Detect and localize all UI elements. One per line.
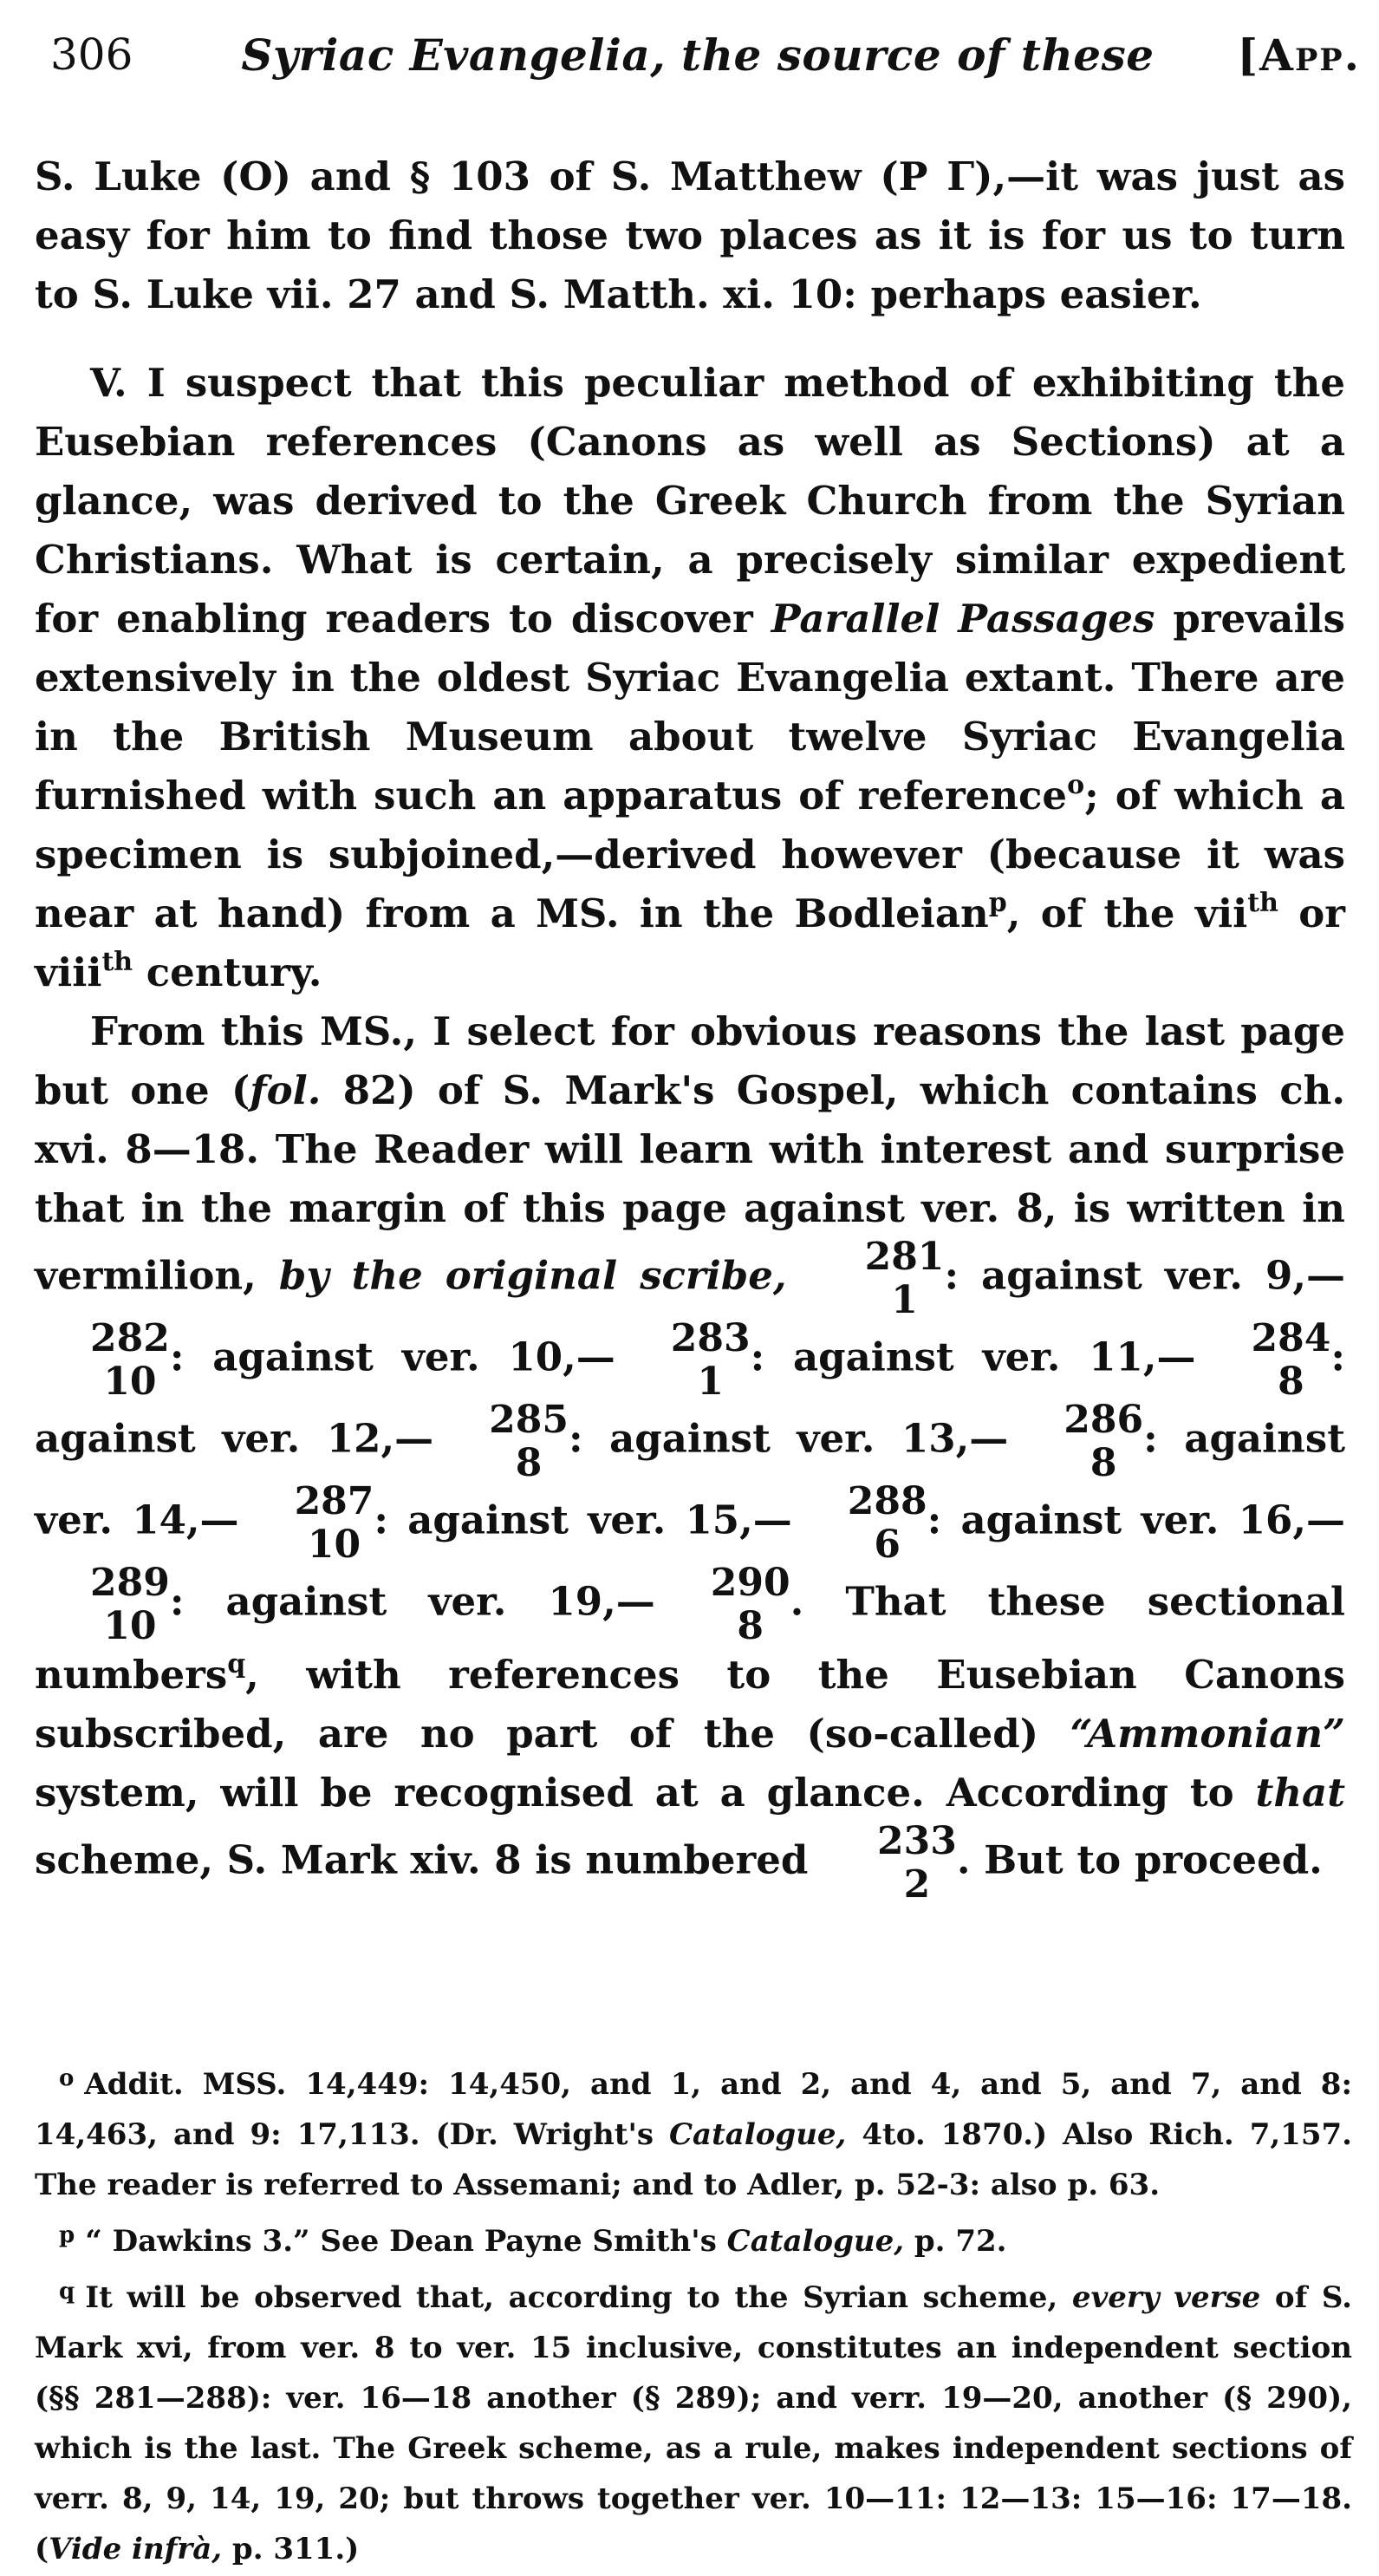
numerator: 290 (710, 1561, 790, 1605)
numerator: 233 (876, 1819, 957, 1863)
text: or viii (35, 890, 1346, 995)
denominator: 8 (1090, 1441, 1117, 1485)
denominator: 8 (515, 1441, 543, 1485)
text: ; of which a specimen is subjoined,—derived however (because it was near at hand) from a MS. in the Bodleian (35, 773, 1346, 936)
text: . That these sectional numbers (35, 1578, 1345, 1698)
text: S. Luke (O) and § 103 of S. Matthew ( (35, 153, 899, 199)
numerator: 286 (1064, 1398, 1144, 1442)
italic-text: Vide infrà, (49, 2532, 223, 2566)
text: : against ver. 11,— (750, 1334, 1196, 1380)
numerator: 285 (489, 1398, 569, 1442)
italic-text: “Ammonian” (1070, 1711, 1345, 1757)
italic-text: Catalogue, (669, 2117, 847, 2152)
numerator: 289 (90, 1561, 170, 1605)
superscript: th (101, 947, 133, 977)
denominator: 8 (1278, 1360, 1304, 1404)
footnote-mark: o (59, 2065, 75, 2091)
fraction (1008, 1398, 1144, 1485)
text: It will be observed that, according to the Syrian scheme, (85, 2280, 1072, 2315)
numerator: 282 (90, 1316, 170, 1360)
page-number: 306 (50, 29, 133, 80)
text: scheme, S. Mark xiv. 8 is numbered (35, 1836, 822, 1883)
numerator: 288 (847, 1479, 927, 1523)
italic-text: Parallel Passages (771, 596, 1155, 642)
footnote-ref-o: o (1067, 770, 1085, 800)
text: : against ver. 16,— (927, 1497, 1345, 1543)
numerator: 283 (670, 1316, 751, 1360)
text: century. (133, 949, 322, 995)
denominator: 10 (103, 1604, 157, 1648)
text: p. 311.) (222, 2532, 360, 2566)
fraction (433, 1398, 569, 1485)
denominator: 2 (903, 1862, 931, 1907)
body-text-2 (35, 354, 1346, 1907)
fraction (810, 1235, 945, 1322)
fraction (35, 1316, 170, 1404)
text: 4to. 1870.) Also Rich. 7,157. The reader is referred to Assemani; and to Adler, p. 52-3: also p. 63. (35, 2117, 1352, 2202)
superscript: th (1247, 888, 1278, 918)
fraction (239, 1479, 374, 1567)
fraction (792, 1479, 927, 1567)
numerator: 287 (294, 1479, 374, 1523)
fraction (655, 1561, 790, 1648)
text: ),—it was just as easy for him to find those two places as it is for us to turn to S. Luke vii. 27 and S. Matth. xi. 10: perhaps easier. (35, 153, 1346, 317)
text: : against ver. 19,— (169, 1578, 655, 1625)
footnote-q (35, 2266, 1352, 2574)
numerator: 281 (864, 1235, 945, 1279)
text: prevails extensively in the oldest Syriac Evangelia extant. There are in the British Museum about twelve Syriac Evangelia furnished with such an apparatus of reference (35, 596, 1345, 818)
text: , of the vii (1006, 890, 1248, 936)
text: 82) of S. Mark's Gospel, which contains ch. xvi. 8—18. The Reader will learn with interest and surprise that in the margin of this page against ver. 8, is written in vermilion, (35, 1067, 1345, 1299)
fraction (822, 1819, 957, 1907)
text: system, will be recognised at a glance. According to (35, 1770, 1256, 1816)
italic-text: Catalogue, (726, 2224, 905, 2259)
paragraph-2 (35, 354, 1345, 1002)
section-label: [App. (1237, 29, 1361, 81)
denominator: 10 (103, 1360, 157, 1404)
footnotes (35, 2053, 1352, 2574)
denominator: 8 (737, 1604, 764, 1648)
text: : against ver. 14,— (35, 1415, 1345, 1543)
running-title: Syriac Evangelia, the source of these (241, 29, 1155, 81)
text: : against ver. 15,— (374, 1497, 792, 1543)
text: , with references to the Eusebian Canons subscribed, are no part of the (so-called) (35, 1652, 1345, 1757)
fraction (615, 1316, 751, 1404)
italic-text: by the original scribe, (278, 1252, 787, 1299)
footnote-o (35, 2053, 1352, 2210)
text: : against ver. 12,— (35, 1334, 1346, 1462)
denominator: 1 (697, 1360, 724, 1404)
fraction (35, 1561, 170, 1648)
italic-text: fol. (250, 1067, 322, 1113)
text: : against ver. 9,— (944, 1252, 1345, 1299)
paragraph-1 (35, 147, 1345, 324)
italic-text: every verse (1071, 2280, 1261, 2315)
footnote-ref-q: q (227, 1649, 246, 1679)
denominator: 10 (307, 1523, 361, 1567)
paragraph-3 (35, 1002, 1346, 1907)
footnote-ref-p: p (988, 888, 1007, 918)
running-header (35, 29, 1361, 99)
text: : against ver. 13,— (568, 1415, 1009, 1462)
text: Addit. MSS. 14,449: 14,450, and 1, and 2, and 4, and 5, and 7, and 8: 14,463, and 9: 17,113. (Dr. Wright's (35, 2067, 1352, 2152)
numerator: 284 (1251, 1316, 1331, 1360)
italic-text: that (1255, 1770, 1345, 1816)
text: of S. Mark xvi, from ver. 8 to ver. 15 inclusive, constitutes an independent section (§§ 281—288): ver. 16—18 another (§ 289); and verr. 19—20, another (§ 290), which is the last. The Greek scheme, as a rule, makes independent sections of verr. 8, 9, 14, 19, 20; but throws together ver. 10—11: 12—13: 15—16: 17—18. ( (35, 2280, 1353, 2566)
fraction (1196, 1316, 1331, 1404)
text: p. 72. (904, 2224, 1007, 2259)
text: : against ver. 10,— (169, 1334, 615, 1380)
greek-letters: Ρ Γ (898, 153, 975, 199)
footnote-mark: p (59, 2222, 75, 2248)
body-text (35, 147, 1345, 324)
text: . But to proceed. (956, 1836, 1323, 1883)
denominator: 6 (874, 1523, 901, 1567)
footnote-mark: q (59, 2279, 75, 2305)
denominator: 1 (891, 1278, 918, 1322)
text: V. I suspect that this peculiar method of exhibiting the Eusebian references (Canons as well as Sections) at a glance, was derived to the Greek Church from the Syrian Christians. What is certain, a precisely similar expedient for enabling readers to discover (35, 360, 1345, 642)
footnote-p (35, 2210, 1352, 2266)
text: From this MS., I select for obvious reasons the last page but one ( (35, 1008, 1345, 1113)
text: “ Dawkins 3.” See Dean Payne Smith's (85, 2224, 727, 2259)
